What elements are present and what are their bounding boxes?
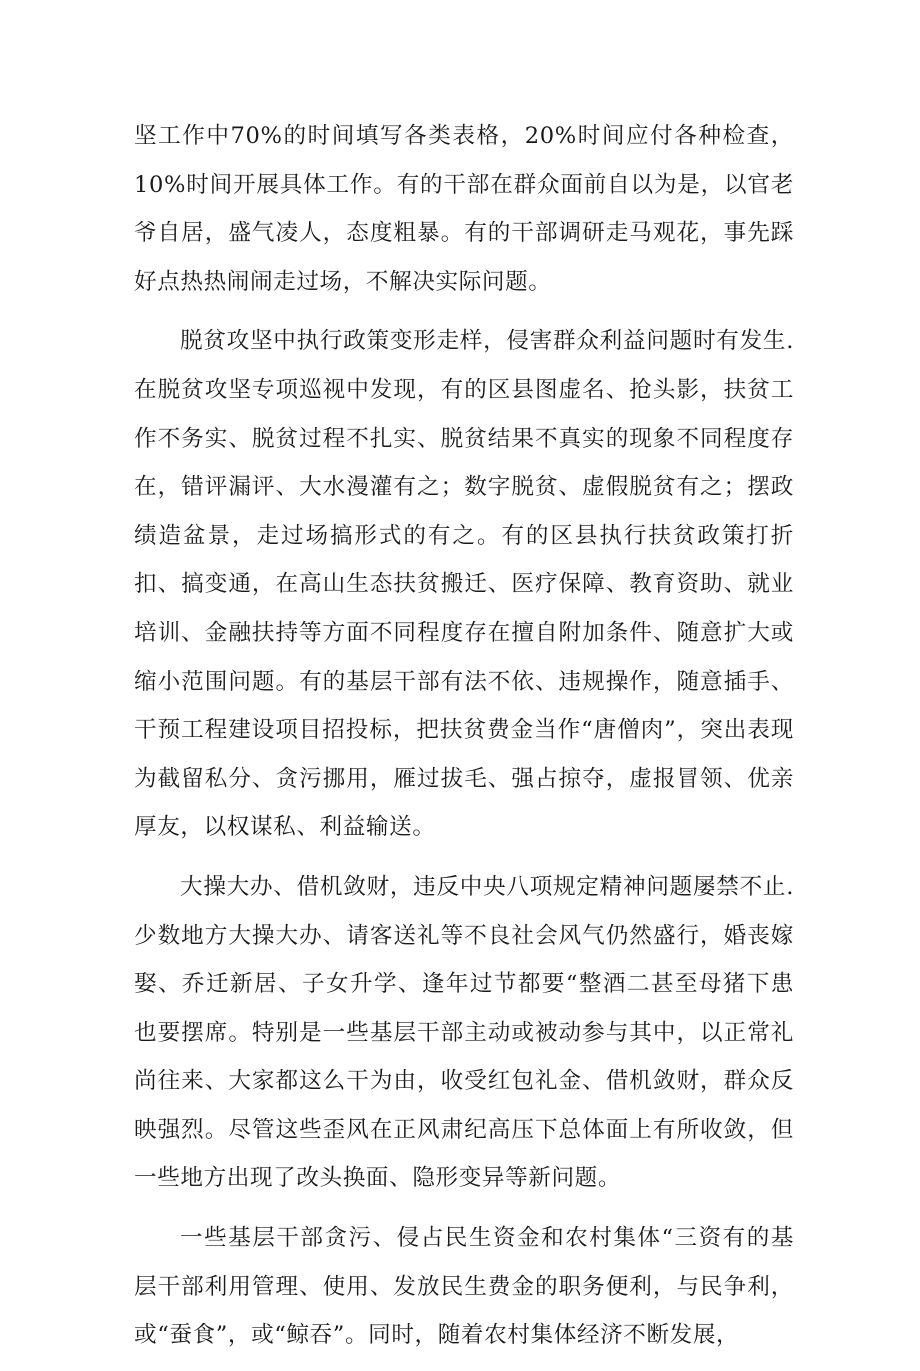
paragraph-poverty-alleviation: 脱贫攻坚中执行政策变形走样，侵害群众利益问题时有发生.在脱贫攻坚专项巡视中发现，有的区县图虚名、抢头影，扶贫工作不务实、脱贫过程不扎实、脱贫结果不真实的现象不同程度存在，错评漏评、大水漫灌有之；数字脱贫、虚假脱贫有之；摆政绩造盆景，走过场搞形式的有之。有的区县执行扶贫政策打折扣、搞变通，在高山生态扶贫搬迁、医疗保障、教育资助、就业培训、金融扶持等方面不同程度存在擅自附加条件、随意扩大或缩小范围问题。有的基层干部有法不依、违规操作，随意插手、干预工程建设项目招投标，把扶贫费金当作“唐僧肉”，突出表现为截留私分、贪污挪用，雁过拔毛、强占掠夺，虚报冒领、优亲厚友，以权谋私、利益输送。 [134, 328, 794, 841]
paragraph-extravagance: 大操大办、借机敛财，违反中央八项规定精神问题屡禁不止.少数地方大操大办、请客送礼等不良社会风气仍然盛行，婚丧嫁娶、乔迁新居、子女升学、逢年过节都要“整酒二甚至母猪下患也要摆席。特别是一些基层干部主动或被动参与其中，以正常礼尚往来、大家都这么干为由，收受红包礼金、借机敛财，群众反映强烈。尽管这些歪风在正风肃纪高压下总体面上有所收敛，但一些地方出现了改头换面、隐形变异等新问题。 [134, 873, 794, 1192]
paragraph-continuation: 坚工作中70%的时间填写各类表格，20%时间应付各种检查，10%时间开展具体工作。有的干部在群众面前自以为是，以官老爷自居，盛气凌人，态度粗暴。有的干部调研走马观花，事先踩好点热热闹闹走过场，不解决实际问题。 [134, 123, 794, 295]
document-body [134, 112, 794, 1371]
paragraph-embezzlement: 一些基层干部贪污、侵占民生资金和农村集体“三资有的基层干部利用管理、使用、发放民生费金的职务便利，与民争利，或“蚕食”，或“鲸吞”。同时，随着农村集体经济不断发展， [134, 1225, 794, 1349]
